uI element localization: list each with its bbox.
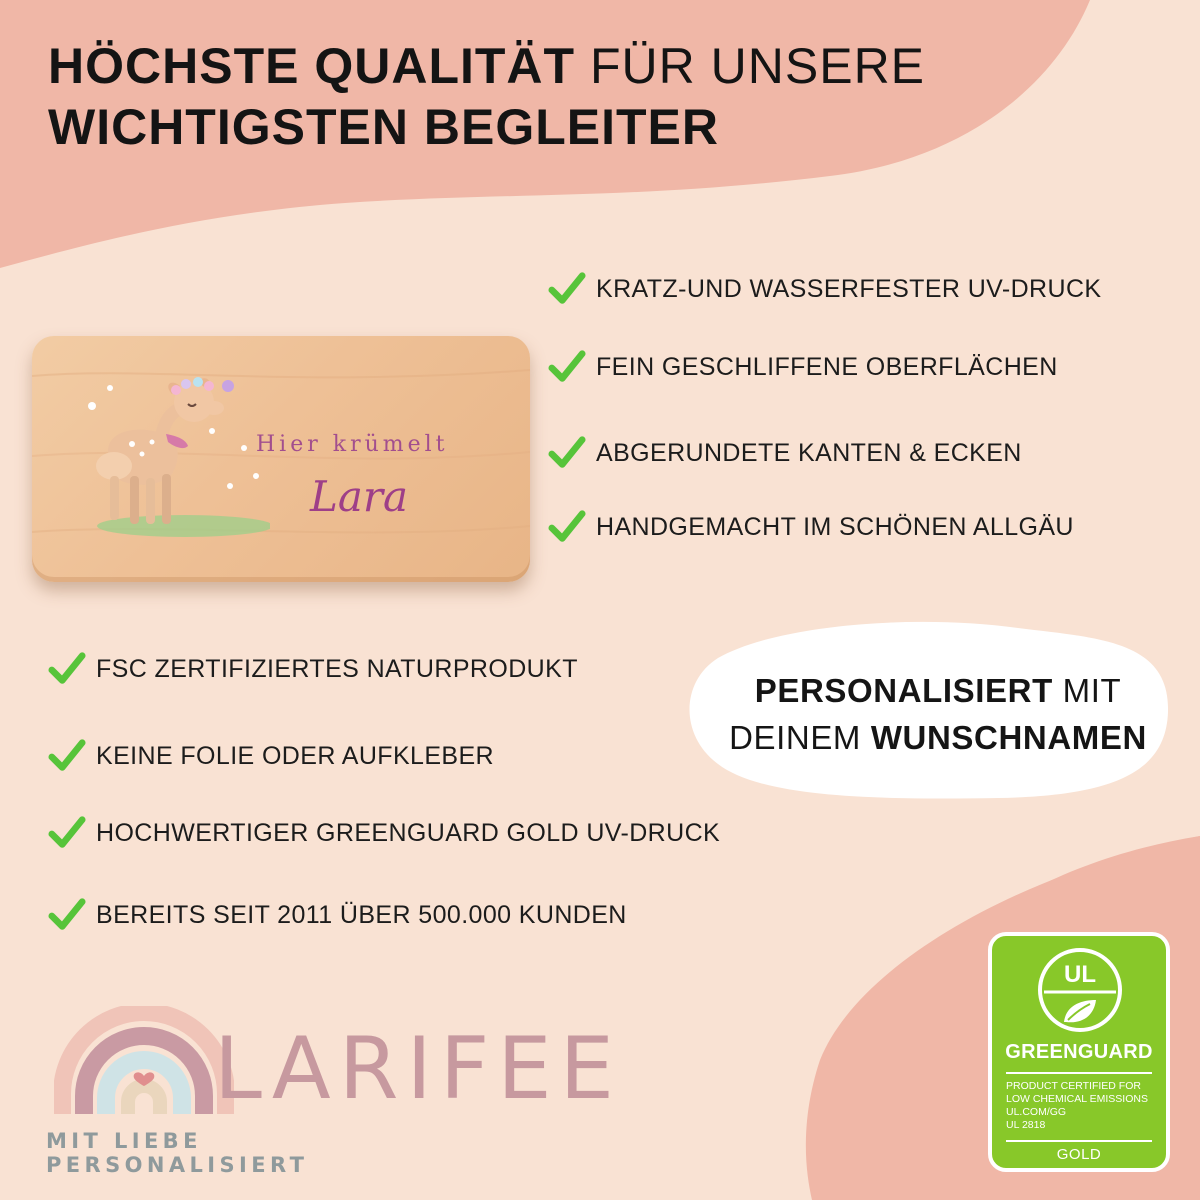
feature-item — [548, 440, 1101, 466]
check-icon — [48, 813, 86, 853]
callout-rest: MIT — [1062, 672, 1122, 709]
larifee-logo — [40, 1000, 622, 1177]
feature-item — [48, 820, 720, 846]
feature-list-bottom — [48, 656, 720, 928]
callout-emphasis: PERSONALISIERT — [754, 672, 1053, 709]
check-icon — [548, 269, 586, 309]
badge-line: UL.COM/GG — [1006, 1106, 1067, 1118]
feature-label: BEREITS SEIT 2011 ÜBER 500.000 KUNDEN — [96, 900, 627, 929]
callout-line-1 — [678, 668, 1198, 715]
badge-grade: GOLD — [1056, 1146, 1102, 1163]
callout-emphasis: WUNSCHNAMEN — [870, 718, 1147, 756]
feature-item — [548, 514, 1101, 540]
badge-line: LOW CHEMICAL EMISSIONS — [1006, 1093, 1148, 1105]
personalization-callout — [678, 620, 1178, 800]
badge-divider — [1006, 1072, 1152, 1074]
feature-label: HOCHWERTIGER GREENGUARD GOLD UV-DRUCK — [96, 818, 721, 847]
callout-rest: DEINEM — [729, 718, 862, 756]
ul-leaf-icon — [1036, 946, 1124, 1034]
check-icon — [48, 736, 86, 776]
headline-line-2: WICHTIGSTEN BEGLEITER — [48, 99, 719, 155]
feature-list-top — [548, 276, 1101, 540]
badge-divider — [1006, 1140, 1152, 1142]
greenguard-badge — [988, 932, 1170, 1172]
logo-tagline: MIT LIEBE PERSONALISIERT — [46, 1129, 309, 1177]
callout-line-2 — [678, 715, 1198, 762]
feature-label: KEINE FOLIE ODER AUFKLEBER — [96, 741, 495, 770]
feature-item — [48, 902, 720, 928]
deer-illustration — [80, 376, 270, 546]
badge-line: PRODUCT CERTIFIED FOR — [1006, 1080, 1141, 1092]
feature-label: HANDGEMACHT IM SCHÖNEN ALLGÄU — [596, 512, 1074, 541]
callout-text — [678, 668, 1198, 762]
check-icon — [48, 649, 86, 689]
feature-label: ABGERUNDETE KANTEN & ECKEN — [596, 438, 1022, 467]
feature-item — [48, 656, 720, 682]
headline-emphasis: HÖCHSTE QUALITÄT — [48, 38, 576, 94]
feature-label: FEIN GESCHLIFFENE OBERFLÄCHEN — [596, 352, 1058, 381]
badge-line: UL 2818 — [1006, 1119, 1046, 1131]
check-icon — [48, 895, 86, 935]
check-icon — [548, 347, 586, 387]
feature-item — [548, 276, 1101, 302]
badge-brand: GREENGUARD — [1005, 1041, 1153, 1063]
board-name: Lara — [310, 472, 409, 521]
board-title: Hier krümelt — [256, 432, 449, 457]
logo-wordmark: LARIFEE — [214, 1019, 622, 1119]
headline-line-1 — [48, 36, 925, 97]
ul-mark-text: UL — [1064, 961, 1096, 988]
feature-label: KRATZ-UND WASSERFESTER UV-DRUCK — [596, 274, 1102, 303]
headline-rest: FÜR UNSERE — [590, 38, 926, 94]
feature-item — [48, 743, 720, 769]
feature-item — [548, 354, 1101, 380]
check-icon — [548, 507, 586, 547]
badge-certification-text — [1006, 1080, 1148, 1132]
headline — [48, 36, 925, 158]
check-icon — [548, 433, 586, 473]
rainbow-icon — [54, 1006, 234, 1116]
feature-label: FSC ZERTIFIZIERTES NATURPRODUKT — [96, 654, 578, 683]
breakfast-board — [32, 336, 530, 582]
